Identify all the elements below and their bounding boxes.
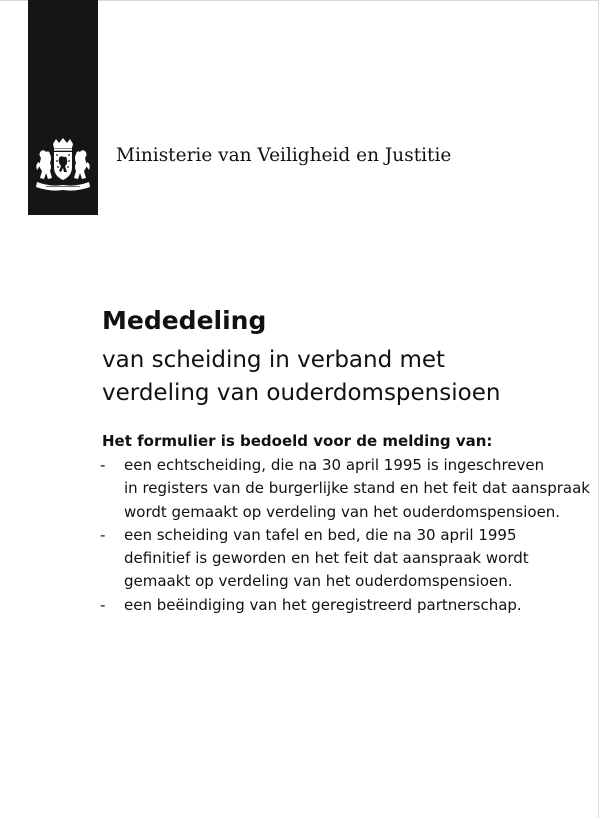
bullet-line: in registers van de burgerlijke stand en het feit dat aanspraak (124, 479, 590, 498)
bullet-line: een beëindiging van het geregistreerd partnerschap. (124, 595, 522, 614)
document-title: Mededeling (102, 306, 267, 335)
bullet-dash: - (100, 595, 106, 614)
list-item (100, 454, 590, 524)
document-subtitle (102, 344, 500, 410)
bullet-line: wordt gemaakt op verdeling van het ouderdomspensioen. (124, 502, 561, 521)
intro-heading: Het formulier is bedoeld voor de melding van: (102, 432, 493, 450)
bullet-line: een echtscheiding, die na 30 april 1995 is ingeschreven (124, 456, 545, 474)
logo-bar (28, 0, 98, 215)
bullet-line: een scheiding van tafel en bed, die na 30 april 1995 (124, 525, 517, 544)
subtitle-line: van scheiding in verband met (102, 347, 446, 373)
list-item (100, 524, 590, 594)
bullet-list (100, 454, 590, 617)
bullet-dash: - (100, 456, 106, 474)
bullet-dash: - (100, 525, 106, 544)
coat-of-arms-icon (32, 136, 94, 198)
subtitle-line: verdeling van ouderdomspensioen (102, 380, 501, 406)
bullet-line: definitief is geworden en het feit dat aanspraak wordt (124, 549, 529, 568)
list-item (100, 594, 590, 617)
bullet-line: gemaakt op verdeling van het ouderdomspensioen. (124, 572, 513, 591)
ministry-name: Ministerie van Veiligheid en Justitie (116, 145, 452, 166)
